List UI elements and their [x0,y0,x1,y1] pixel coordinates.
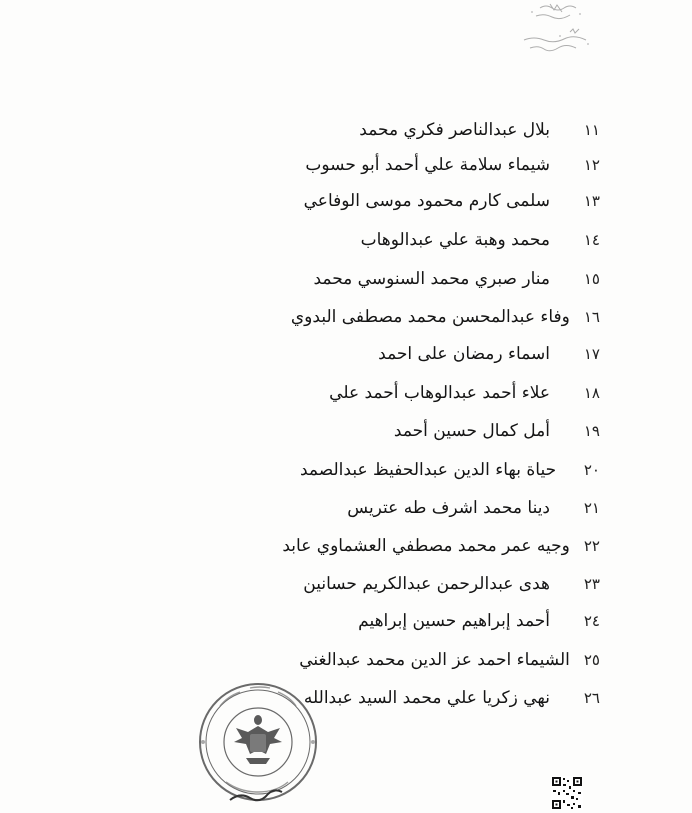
entry-name: اسماء رمضان على احمد [378,344,550,364]
entry-number: ١٢ [583,156,600,174]
entry-name: سلمى كارم محمود موسى الوفاعي [303,191,550,211]
entry-number: ٢١ [583,499,600,517]
list-item [300,606,600,636]
list-item [300,493,600,523]
entry-name: نهي زكريا علي محمد السيد عبدالله [303,688,550,708]
entry-number: ٢٤ [583,612,600,630]
entry-number: ١٣ [583,192,600,210]
entry-name: أمل كمال حسين أحمد [393,421,550,441]
entry-number: ١٨ [583,384,600,402]
list-item [300,264,600,294]
entry-name: منار صبري محمد السنوسي محمد [313,269,550,289]
entry-number: ١٤ [583,231,600,249]
entry-name: شيماء سلامة علي أحمد أبو حسوب [305,155,550,175]
list-item [300,339,600,369]
list-item [300,378,600,408]
entry-number: ٢٢ [583,537,600,555]
list-item [300,683,600,713]
entry-name: الشيماء احمد عز الدين محمد عبدالغني [299,650,570,670]
list-item [300,569,600,599]
official-seal-icon [180,672,330,812]
entry-number: ٢٥ [583,651,600,669]
list-item [300,416,600,446]
entry-number: ٢٦ [583,689,600,707]
list-item [300,645,600,675]
entry-number: ١١ [583,121,600,139]
entry-name: بلال عبدالناصر فكري محمد [359,120,550,140]
list-item [290,302,600,332]
entry-name: وفاء عبدالمحسن محمد مصطفى البدوي [290,307,570,327]
qr-code-icon [551,776,583,810]
entry-name: علاء أحمد عبدالوهاب أحمد علي [329,383,550,403]
list-item [282,531,600,561]
entry-number: ٢٠ [583,461,600,479]
list-item [300,186,600,216]
list-item [300,455,600,485]
list-item [300,115,600,145]
entry-name: وجيه عمر محمد مصطفي العشماوي عابد [282,536,570,556]
entry-name: محمد وهبة علي عبدالوهاب [360,230,550,250]
entry-number: ١٩ [583,422,600,440]
entry-number: ١٧ [583,345,600,363]
list-item [300,150,600,180]
entry-number: ٢٣ [583,575,600,593]
entry-name: دينا محمد اشرف طه عتريس [347,498,550,518]
entry-number: ١٥ [583,270,600,288]
list-item [300,225,600,255]
entry-name: هدى عبدالرحمن عبدالكريم حسانين [303,574,550,594]
entry-number: ١٦ [583,308,600,326]
entry-name: أحمد إبراهيم حسين إبراهيم [358,611,550,631]
entry-name: حياة بهاء الدين عبدالحفيظ عبدالصمد [300,460,557,480]
